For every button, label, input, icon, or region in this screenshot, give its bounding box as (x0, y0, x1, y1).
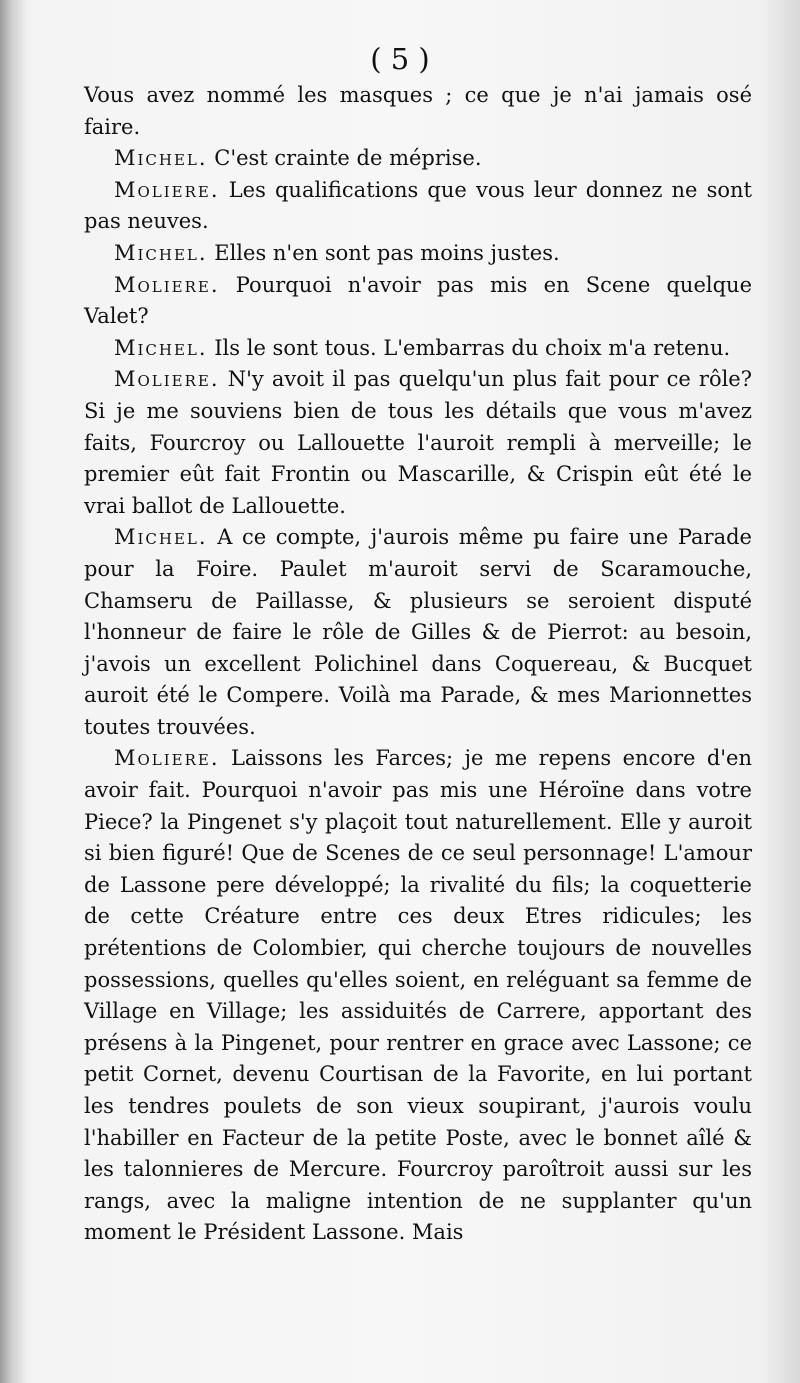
speaker-name: Michel. (114, 525, 208, 550)
paragraph-text: C'est crainte de méprise. (214, 146, 482, 171)
speaker-name: Moliere. (114, 272, 220, 297)
paragraph-text: Elles n'en sont pas moins justes. (214, 240, 560, 265)
speaker-name: Moliere. (114, 177, 220, 202)
paragraph (84, 333, 752, 365)
speaker-name: Moliere. (114, 746, 220, 771)
paragraph (84, 175, 752, 238)
paragraph-text: Ils le sont tous. L'embarras du choix m'a retenu. (214, 335, 731, 360)
paragraph (84, 80, 752, 143)
speaker-name: Michel. (114, 240, 208, 265)
paragraph (84, 522, 752, 743)
binding-gutter-shadow (0, 0, 26, 1383)
paragraph (84, 143, 752, 175)
paragraph (84, 743, 752, 1249)
speaker-name: Michel. (114, 335, 208, 360)
speaker-name: Michel. (114, 146, 208, 171)
paragraph-text: N'y avoit il pas quelqu'un plus fait pour ce rôle? Si je me souviens bien de tous les détails que vous m'avez faits, Fourcroy ou Lallouette l'auroit rempli à merveille; le premier eût fait Frontin ou Mascarille, & Crispin eût été le vrai ballot de Lallouette. (84, 367, 752, 518)
paragraph-text: Les qualifications que vous leur donnez ne sont pas neuves. (84, 177, 752, 234)
paragraph-text: Vous avez nommé les masques ; ce que je n'ai jamais osé faire. (84, 83, 752, 139)
speaker-name: Moliere. (114, 367, 220, 392)
paragraph-text: Pourquoi n'avoir pas mis en Scene quelque Valet? (84, 272, 752, 329)
paragraph (84, 364, 752, 522)
page-number: ( 5 ) (370, 42, 430, 76)
paragraph-text: Laissons les Farces; je me repens encore d'en avoir fait. Pourquoi n'avoir pas mis une Héroïne dans votre Piece? la Pingenet s'y plaçoit tout naturellement. Elle y auroit si bien figuré! Que de Scenes de ce seul personnage! L'amour de Lassone pere développé; la rivalité du fils; la coquetterie de cette Créature entre ces deux Etres ridicules; les prétentions de Colombier, qui cherche toujours de nouvelles possessions, quelles qu'elles soient, en reléguant sa femme de Village en Village; les assiduités de Carrere, apportant des présens à la Pingenet, pour rentrer en grace avec Lassone; ce petit Cornet, devenu Courtisan de la Favorite, en lui portant les tendres poulets de son vieux soupirant, j'aurois voulu l'habiller en Facteur de la petite Poste, avec le bonnet aîlé & les talonnieres de Mercure. Fourcroy paroîtroit aussi sur les rangs, avec la maligne intention de ne supplanter qu'un moment le Président Lassone. Mais (84, 746, 752, 1245)
paragraph (84, 238, 752, 270)
paragraph-text: A ce compte, j'aurois même pu faire une Parade pour la Foire. Paulet m'auroit servi de Scaramouche, Chamseru de Paillasse, & plusieurs se seroient disputé l'honneur de faire le rôle de Gilles & de Pierrot: au besoin, j'avois un excellent Polichinel dans Coquereau, & Bucquet auroit été le Compere. Voilà ma Parade, & mes Marionnettes toutes trouvées. (84, 525, 752, 739)
paragraph (84, 270, 752, 333)
page-body-text (84, 80, 752, 1249)
